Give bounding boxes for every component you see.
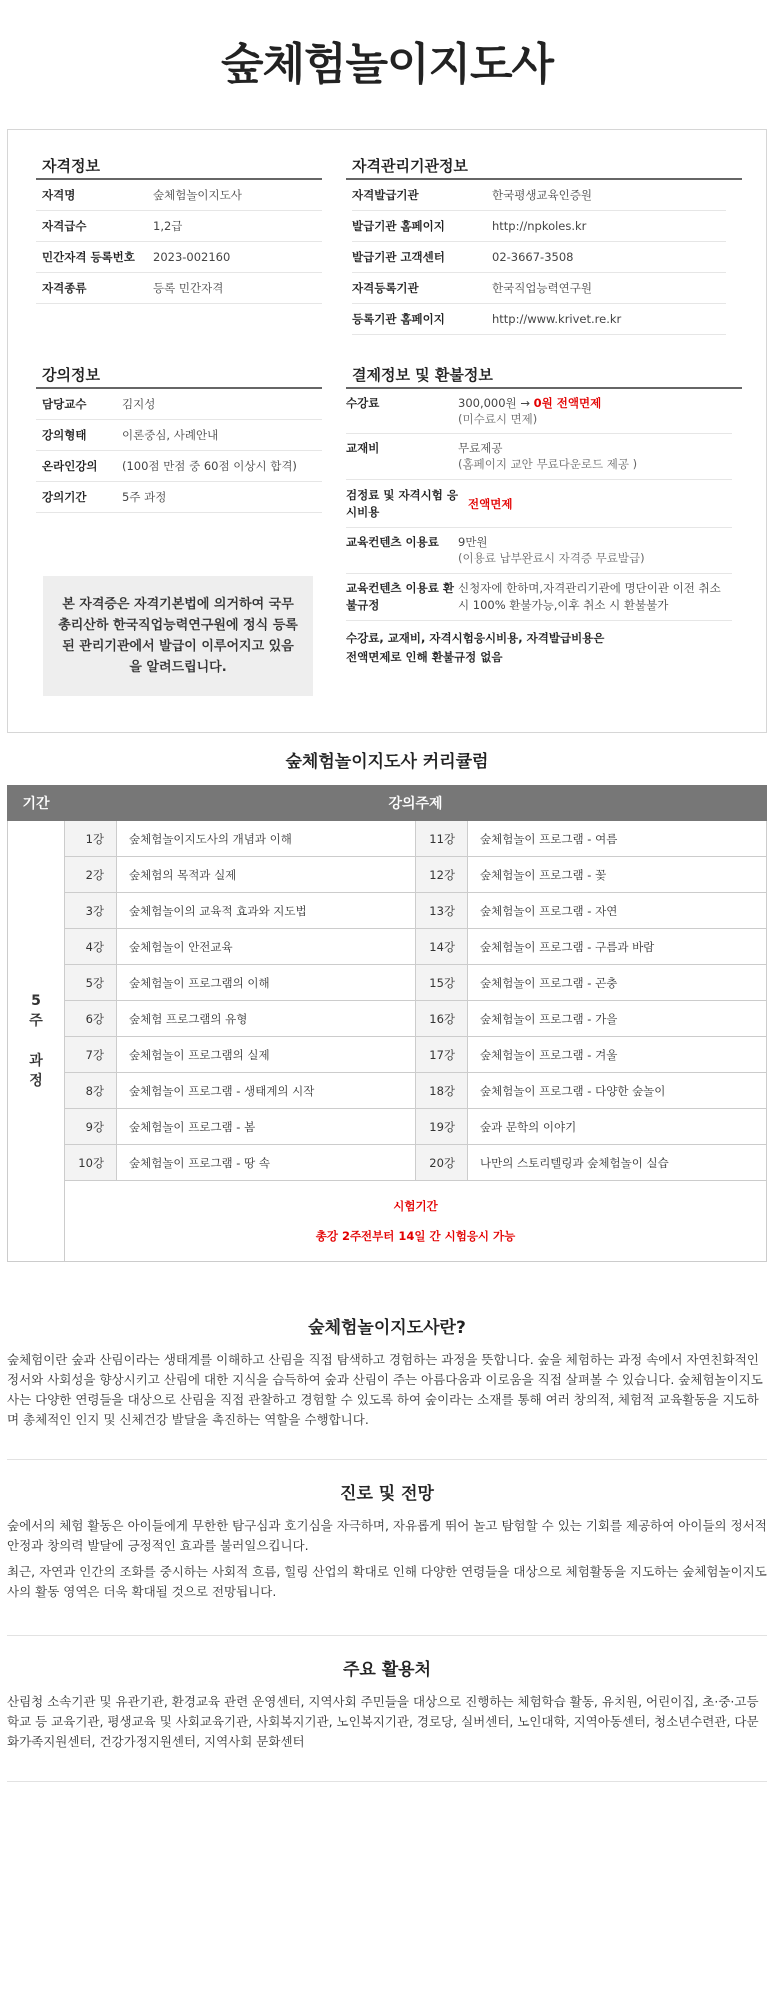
divider — [7, 1635, 767, 1636]
lecture-topic: 숲체험놀이 프로그램 - 다양한 숲놀이 — [468, 1073, 767, 1109]
lecture-topic: 숲체험놀이의 교육적 효과와 지도법 — [117, 893, 416, 929]
lecture-topic: 숲체험놀이 프로그램 - 꽃 — [468, 857, 767, 893]
lecture-topic: 숲체험놀이 안전교육 — [117, 929, 416, 965]
agency-info-key: 등록기관 홈페이지 — [352, 312, 445, 326]
cert-info-value: 등록 민간자격 — [153, 281, 224, 295]
table-row — [8, 1073, 767, 1109]
payment-row-material — [346, 434, 732, 480]
lecture-info-key: 강의형태 — [42, 428, 87, 442]
lecture-info-value: (100점 만점 중 60점 이상시 합격) — [122, 459, 297, 473]
exam-period-cell — [65, 1181, 767, 1262]
lecture-topic: 숲체험놀이 프로그램 - 여름 — [468, 821, 767, 857]
lecture-number: 9강 — [65, 1109, 117, 1145]
lecture-topic: 숲체험놀이 프로그램 - 봄 — [117, 1109, 416, 1145]
payment-row-fee — [346, 389, 732, 434]
agency-info-row — [352, 242, 726, 273]
lecture-topic: 숲체험놀이 프로그램 - 생태계의 시작 — [117, 1073, 416, 1109]
lecture-info-row — [36, 420, 322, 451]
cert-info-section — [36, 152, 322, 304]
fee-note: (미수료시 면제) — [458, 412, 538, 426]
lecture-topic: 숲체험놀이지도사의 개념과 이해 — [117, 821, 416, 857]
divider — [7, 1781, 767, 1782]
cert-info-row — [36, 273, 322, 304]
table-row — [8, 857, 767, 893]
payment-key: 교육컨텐츠 이용료 — [346, 535, 439, 549]
notice-box: 본 자격증은 자격기본법에 의거하여 국무총리산하 한국직업능력연구원에 정식 등록된 관리기관에서 발급이 이루어지고 있음을 알려드립니다. — [43, 576, 313, 696]
fee-price: 300,000원 → — [458, 396, 530, 410]
period-text: 과 — [29, 1053, 43, 1069]
lecture-number: 3강 — [65, 893, 117, 929]
col-subject: 강의주제 — [65, 786, 767, 821]
lecture-number: 18강 — [416, 1073, 468, 1109]
divider — [7, 1459, 767, 1460]
curriculum-table — [7, 785, 767, 1262]
lecture-number: 13강 — [416, 893, 468, 929]
content-note: (이용료 납부완료시 자격증 무료발급) — [458, 551, 645, 565]
lecture-info-key: 강의기간 — [42, 490, 87, 504]
lecture-topic: 숲체험놀이 프로그램 - 땅 속 — [117, 1145, 416, 1181]
table-row — [8, 1109, 767, 1145]
about-title: 숲체험놀이지도사란? — [308, 1318, 466, 1338]
cert-info-value: 숲체험놀이지도사 — [153, 188, 242, 202]
lecture-topic: 숲체험놀이 프로그램 - 곤충 — [468, 965, 767, 1001]
agency-info-row — [352, 304, 726, 335]
payment-key: 검정료 및 자격시험 응시비용 — [346, 487, 458, 519]
payment-info-section — [346, 361, 742, 667]
lecture-topic: 숲체험놀이 프로그램의 이해 — [117, 965, 416, 1001]
usage-section — [7, 1655, 767, 1752]
cert-info-row — [36, 180, 322, 211]
agency-info-heading: 자격관리기관정보 — [346, 152, 742, 180]
lecture-number: 12강 — [416, 857, 468, 893]
lecture-info-key: 온라인강의 — [42, 459, 98, 473]
lecture-topic: 숲체험 프로그램의 유형 — [117, 1001, 416, 1037]
payment-key: 교육컨텐츠 이용료 환불규정 — [346, 581, 454, 612]
lecture-number: 15강 — [416, 965, 468, 1001]
payment-key: 교재비 — [346, 441, 380, 455]
table-row — [8, 1145, 767, 1181]
usage-text: 산림청 소속기관 및 유관기관, 환경교육 관련 운영센터, 지역사회 주민들을 대상으로 진행하는 체험학습 활동, 유치원, 어린이집, 초·중·고등학교 등 교육기관, 평생교육 및 사회교육기관, 사회복지기관, 노인복지기관, 경로당, 실버센터, 노인대학, 지역아동센터, 청소년수련관, 다문화가족지원센터, 건강가정지원센터, 지역사회 문화센터 — [7, 1694, 759, 1749]
refund-value: 신청자에 한하며,자격관리기관에 명단이관 이전 취소 시 100% 환불가능,이후 취소 시 환불불가 — [458, 581, 721, 612]
exam-desc: 총강 2주전부터 14일 간 시험응시 가능 — [315, 1229, 516, 1243]
career-title: 진로 및 전망 — [340, 1484, 434, 1504]
lecture-number: 11강 — [416, 821, 468, 857]
table-row — [8, 821, 767, 857]
cert-info-key: 자격명 — [42, 188, 76, 202]
fee-free: 0원 전액면제 — [533, 396, 602, 410]
period-text: 정 — [29, 1073, 43, 1089]
lecture-number: 2강 — [65, 857, 117, 893]
career-text-1: 숲에서의 체험 활동은 아이들에게 무한한 탐구심과 호기심을 자극하며, 자유롭게 뛰어 놀고 탐험할 수 있는 기회를 제공하여 아이들의 정서적 안정과 창의력 발달에 긍정적인 효과를 불러일으킵니다. — [7, 1518, 767, 1553]
curriculum-title: 숲체험놀이지도사 커리큘럼 — [285, 752, 489, 772]
lecture-info-value: 5주 과정 — [122, 490, 167, 504]
lecture-info-row — [36, 482, 322, 513]
agency-homepage-link[interactable]: http://npkoles.kr — [492, 219, 587, 233]
about-text: 숲체험이란 숲과 산림이라는 생태계를 이해하고 산림을 직접 탐색하고 경험하는 과정을 뜻합니다. 숲을 체험하는 과정 속에서 자연친화적인 정서와 사회성을 향상시키고 산림에 대한 지식을 습득하여 숲과 산림이 주는 아름다움과 이로움을 직접 살펴볼 수 있습니다. 숲체험놀이지도사는 다양한 연령들을 대상으로 산림을 직접 관찰하고 경험할 수 있도록 하여 숲이라는 소재를 통해 여러 창의적, 체험적 교육활동을 지도하며 총체적인 인지 및 신체건강 발달을 촉진하는 역할을 수행합니다. — [7, 1352, 763, 1427]
about-section — [7, 1313, 767, 1430]
cert-info-key: 자격급수 — [42, 219, 87, 233]
agency-info-section — [346, 152, 742, 335]
cert-info-value: 1,2급 — [153, 219, 183, 233]
career-text-2: 최근, 자연과 인간의 조화를 중시하는 사회적 흐름, 힐링 산업의 확대로 인해 다양한 연령들을 대상으로 체험활동을 지도하는 숲체험놀이지도사의 활동 영역은 더욱 확대될 것으로 전망됩니다. — [7, 1564, 767, 1599]
col-period: 기간 — [8, 786, 65, 821]
payment-row-exam — [346, 480, 732, 528]
period-text: 주 — [29, 1013, 43, 1029]
exam-row — [8, 1181, 767, 1262]
lecture-number: 20강 — [416, 1145, 468, 1181]
exam-title: 시험기간 — [393, 1199, 438, 1213]
registry-homepage-link[interactable]: http://www.krivet.re.kr — [492, 312, 622, 326]
cert-info-row — [36, 211, 322, 242]
payment-value — [458, 440, 637, 472]
table-row — [8, 1001, 767, 1037]
lecture-info-key: 담당교수 — [42, 397, 87, 411]
lecture-topic: 숲체험의 목적과 실제 — [117, 857, 416, 893]
agency-info-key: 자격등록기관 — [352, 281, 419, 295]
cert-info-key: 민간자격 등록번호 — [42, 250, 135, 264]
exam-value: 전액면제 — [468, 496, 513, 511]
agency-info-row — [352, 273, 726, 304]
lecture-topic: 숲과 문학의 이야기 — [468, 1109, 767, 1145]
lecture-number: 17강 — [416, 1037, 468, 1073]
payment-info-heading: 결제정보 및 환불정보 — [346, 361, 742, 389]
lecture-number: 14강 — [416, 929, 468, 965]
lecture-number: 8강 — [65, 1073, 117, 1109]
lecture-topic: 숲체험놀이 프로그램 - 가을 — [468, 1001, 767, 1037]
payment-row-content — [346, 528, 732, 574]
page-title: 숲체험놀이지도사 — [220, 39, 554, 90]
table-row — [8, 965, 767, 1001]
agency-info-key: 발급기관 고객센터 — [352, 250, 445, 264]
lecture-topic: 숲체험놀이 프로그램 - 자연 — [468, 893, 767, 929]
cert-info-heading: 자격정보 — [36, 152, 322, 180]
table-row — [8, 1037, 767, 1073]
material-note: (홈페이지 교안 무료다운로드 제공 ) — [458, 457, 638, 471]
agency-info-value: 한국평생교육인증원 — [492, 188, 592, 202]
payment-key: 수강료 — [346, 396, 380, 410]
lecture-info-value: 이론중심, 사례안내 — [122, 428, 219, 442]
agency-info-key: 발급기관 홈페이지 — [352, 219, 445, 233]
cert-info-key: 자격종류 — [42, 281, 87, 295]
lecture-number: 5강 — [65, 965, 117, 1001]
agency-info-key: 자격발급기관 — [352, 188, 419, 202]
agency-info-value: 02-3667-3508 — [492, 250, 574, 264]
agency-info-row — [352, 180, 726, 211]
cert-info-row — [36, 242, 322, 273]
content-value: 9만원 — [458, 535, 488, 549]
career-section — [7, 1479, 767, 1602]
lecture-number: 16강 — [416, 1001, 468, 1037]
info-box — [7, 129, 767, 733]
lecture-topic: 숲체험놀이 프로그램의 실제 — [117, 1037, 416, 1073]
lecture-topic: 숲체험놀이 프로그램 - 겨울 — [468, 1037, 767, 1073]
lecture-info-row — [36, 389, 322, 420]
table-row — [8, 929, 767, 965]
lecture-number: 7강 — [65, 1037, 117, 1073]
lecture-topic: 나만의 스토리텔링과 숲체험놀이 실습 — [468, 1145, 767, 1181]
lecture-number: 1강 — [65, 821, 117, 857]
lecture-info-section — [36, 361, 322, 513]
payment-summary: 수강료, 교재비, 자격시험응시비용, 자격발급비용은 전액면제로 인해 환불규정 없음 — [346, 631, 605, 664]
period-cell — [8, 821, 65, 1262]
payment-value — [458, 395, 601, 427]
table-row — [8, 893, 767, 929]
period-text: 5 — [31, 993, 41, 1009]
payment-value — [458, 534, 645, 566]
lecture-number: 10강 — [65, 1145, 117, 1181]
cert-info-value: 2023-002160 — [153, 250, 231, 264]
agency-info-value: 한국직업능력연구원 — [492, 281, 592, 295]
material-value: 무료제공 — [458, 441, 503, 455]
lecture-info-row — [36, 451, 322, 482]
lecture-info-heading: 강의정보 — [36, 361, 322, 389]
lecture-number: 6강 — [65, 1001, 117, 1037]
usage-title: 주요 활용처 — [342, 1660, 432, 1680]
lecture-topic: 숲체험놀이 프로그램 - 구름과 바람 — [468, 929, 767, 965]
lecture-number: 4강 — [65, 929, 117, 965]
lecture-number: 19강 — [416, 1109, 468, 1145]
agency-info-row — [352, 211, 726, 242]
lecture-info-value: 김지성 — [122, 397, 156, 411]
payment-row-refund — [346, 574, 732, 621]
curriculum-header-row — [8, 786, 767, 821]
